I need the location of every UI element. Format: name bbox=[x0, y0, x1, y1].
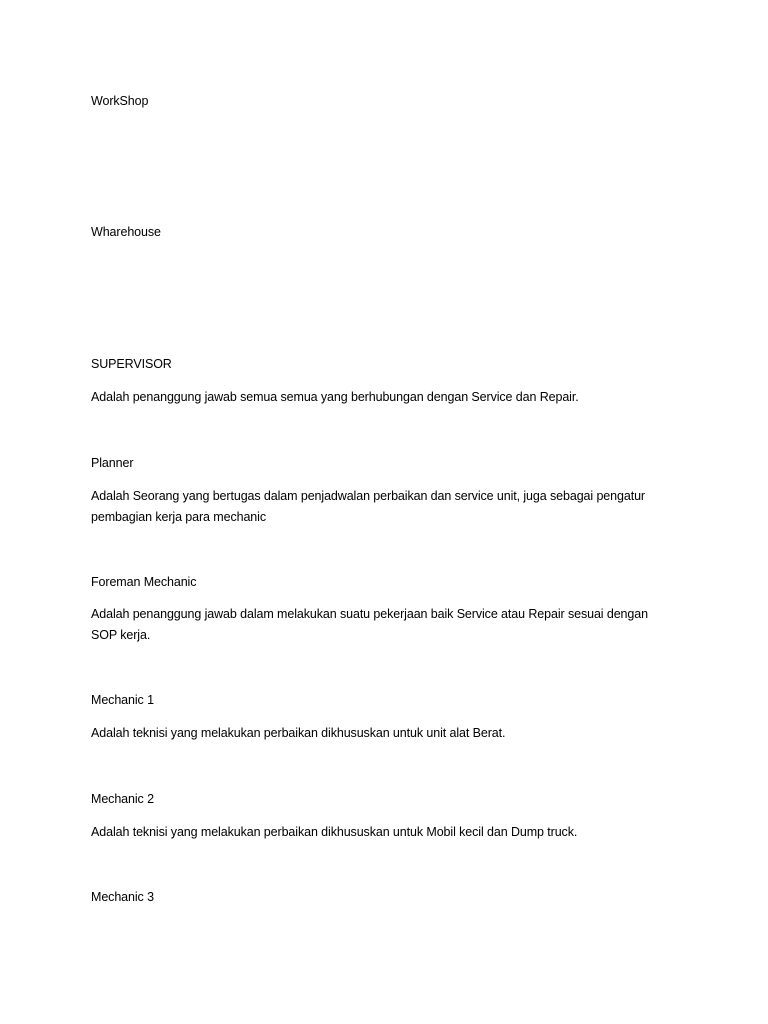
section-title-mechanic-1: Mechanic 1 bbox=[91, 693, 154, 707]
section-title-mechanic-2: Mechanic 2 bbox=[91, 792, 154, 806]
section-title-foreman-mechanic: Foreman Mechanic bbox=[91, 575, 197, 589]
section-text-foreman-line1: Adalah penanggung jawab dalam melakukan suatu pekerjaan baik Service atau Repair sesuai dengan bbox=[91, 607, 648, 621]
section-text-supervisor: Adalah penanggung jawab semua semua yang berhubungan dengan Service dan Repair. bbox=[91, 390, 579, 404]
section-text-planner-line1: Adalah Seorang yang bertugas dalam penjadwalan perbaikan dan service unit, juga sebagai pengatur bbox=[91, 489, 645, 503]
section-title-planner: Planner bbox=[91, 456, 134, 470]
section-title-mechanic-3: Mechanic 3 bbox=[91, 890, 154, 904]
section-text-mechanic-1: Adalah teknisi yang melakukan perbaikan dikhususkan untuk unit alat Berat. bbox=[91, 726, 506, 740]
section-title-supervisor: SUPERVISOR bbox=[91, 357, 172, 371]
section-text-planner-line2: pembagian kerja para mechanic bbox=[91, 510, 266, 524]
heading-workshop: WorkShop bbox=[91, 94, 149, 108]
heading-warehouse: Wharehouse bbox=[91, 225, 161, 239]
section-text-foreman-line2: SOP kerja. bbox=[91, 628, 151, 642]
section-text-mechanic-2: Adalah teknisi yang melakukan perbaikan dikhususkan untuk Mobil kecil dan Dump truck. bbox=[91, 825, 578, 839]
